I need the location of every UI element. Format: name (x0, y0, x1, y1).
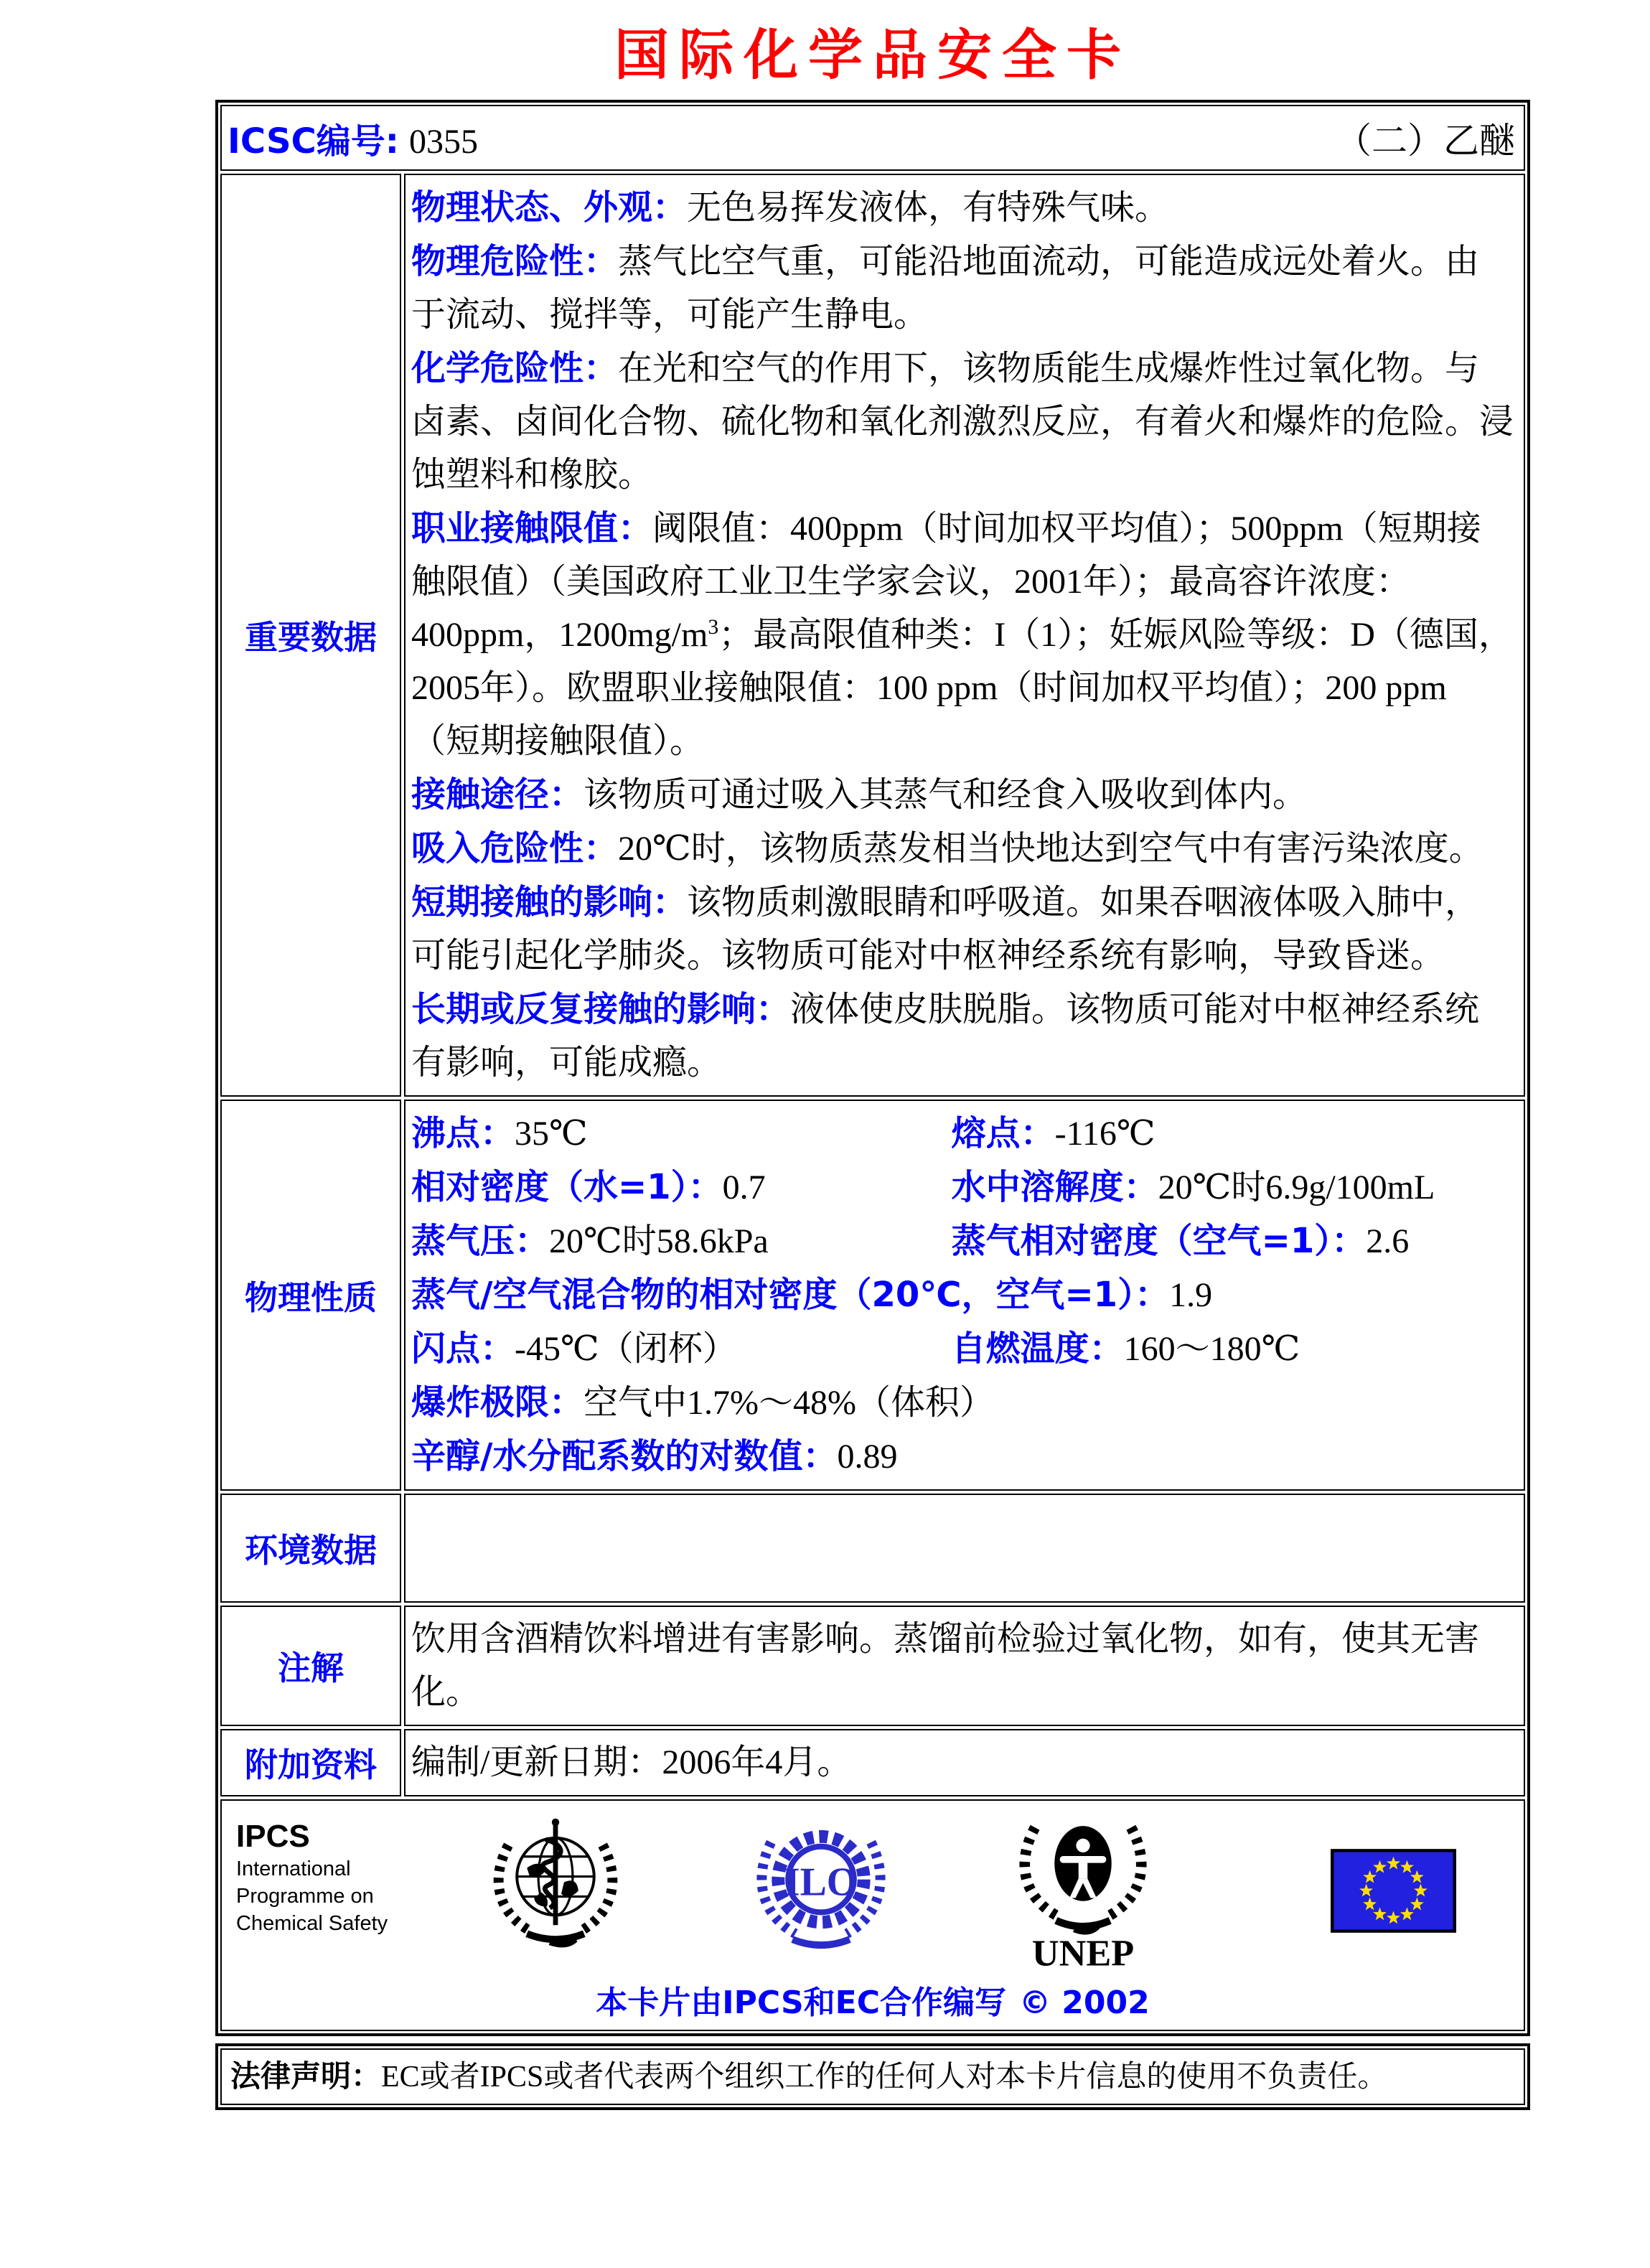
superscript: 3 (708, 615, 719, 639)
important-item: 职业接触限值：阈限值：400ppm（时间加权平均值）；500ppm（短期接触限值）（美国政府工业卫生学家会议，2001年）；最高容许浓度：400ppm，$1200mg/m^3$；最高限值种类：I（1）；妊娠风险等级：D（德国，2005年）。欧盟职业接触限值：100 ppm（时间加权平均值）；200 ppm（短期接触限值）。 (411, 508, 1513, 760)
important-data-row-label: 重要数据 (220, 174, 401, 1097)
legal-cell (220, 2048, 1525, 2105)
property: 熔点：-116℃ (951, 1113, 1156, 1153)
organizations-cell (220, 1799, 1525, 2031)
ipcs-text-block: IPCS International Programme on Chemical Safety (236, 1807, 416, 1937)
unep-logo-block (1008, 1807, 1158, 1975)
important-item: 接触途径：该物质可通过吸入其蒸气和经食入吸收到体内。 (411, 774, 1308, 815)
property-line (411, 1161, 1514, 1214)
physical-properties-row-label: 物理性质 (220, 1100, 401, 1491)
ilo-logo-icon (749, 1814, 893, 1968)
environmental-data-row-label: 环境数据 (220, 1494, 401, 1603)
property: 蒸气/空气混合物的相对密度（20℃，空气=1）：1.9 (411, 1275, 1213, 1315)
header-row (220, 105, 1525, 171)
icsc-number-group (228, 113, 478, 163)
property: 蒸气压：20℃时58.6kPa (411, 1221, 769, 1261)
ipcs-title: IPCS (236, 1819, 310, 1854)
additional-info-content: 编制/更新日期：2006年4月。 (404, 1729, 1525, 1796)
page-title: 国际化学品安全卡 (614, 23, 1131, 87)
important-item: 物理危险性：蒸气比空气重，可能沿地面流动，可能造成远处着火。由于流动、搅拌等，可能产生静电。 (411, 241, 1480, 334)
property-line (411, 1322, 1514, 1376)
notes-row-label: 注解 (220, 1606, 401, 1726)
unep-letters: UNEP (1031, 1932, 1135, 1972)
property: 爆炸极限：空气中1.7%～48%（体积） (411, 1382, 994, 1423)
unep-logo-icon (1008, 1807, 1158, 1972)
notes-content: 饮用含酒精饮料增进有害影响。蒸馏前检验过氧化物，如有，使其无害化。 (404, 1606, 1525, 1726)
environmental-data-row (220, 1494, 1525, 1603)
property-line (411, 1376, 1514, 1430)
additional-info-row-label: 附加资料 (220, 1729, 401, 1796)
important-data-content (404, 174, 1525, 1097)
property: 自燃温度：160～180℃ (951, 1329, 1300, 1369)
ilo-letters: ILO (784, 1860, 858, 1905)
legal-statement: 法律声明：EC或者IPCS或者代表两个组织工作的任何人对本卡片信息的使用不负责任。 (230, 2058, 1388, 2094)
physical-properties-row (220, 1100, 1525, 1491)
property: 相对密度（水=1）：0.7 (411, 1167, 766, 1207)
property: 辛醇/水分配系数的对数值：0.89 (411, 1436, 898, 1476)
important-data-row (220, 174, 1525, 1097)
credit-line: 本卡片由IPCS和EC合作编写 © 2002 (596, 1985, 1150, 2021)
important-item: 短期接触的影响：该物质刺激眼睛和呼吸道。如果吞咽液体吸入肺中，可能引起化学肺炎。该物质可能对中枢神经系统有影响，导致昏迷。 (411, 882, 1480, 975)
icsc-number-value: 0355 (408, 122, 478, 161)
notes-row (220, 1606, 1525, 1726)
important-item: 吸入危险性：20℃时，该物质蒸发相当快地达到空气中有害污染浓度。 (411, 828, 1483, 868)
property: 闪点：-45℃（闭杯） (411, 1329, 737, 1369)
important-item: 长期或反复接触的影响：液体使皮肤脱脂。该物质可能对中枢神经系统有影响，可能成瘾。 (411, 989, 1480, 1082)
legal-label: 法律声明： (230, 2058, 382, 2094)
physical-properties-content (404, 1100, 1525, 1491)
organizations-row (220, 1799, 1525, 2031)
environmental-data-content (404, 1494, 1525, 1603)
property-line (411, 1268, 1514, 1322)
important-item: 化学危险性：在光和空气的作用下，该物质能生成爆炸性过氧化物。与卤素、卤间化合物、硫化物和氧化剂激烈反应，有着火和爆炸的危险。浸蚀塑料和橡胶。 (411, 348, 1514, 494)
legal-row (220, 2048, 1525, 2105)
property: 沸点：35℃ (411, 1113, 588, 1153)
eu-flag-icon (1331, 1839, 1456, 1943)
property: 水中溶解度：20℃时6.9g/100mL (951, 1167, 1435, 1207)
additional-info-row (220, 1729, 1525, 1796)
who-logo-icon (484, 1814, 627, 1968)
icsc-number-label: ICSC编号: (228, 121, 399, 161)
header-cell (220, 105, 1525, 171)
property-line (411, 1107, 1514, 1161)
legal-card (215, 2043, 1530, 2110)
icsc-card (215, 100, 1530, 2036)
important-item: 物理状态、外观：无色易挥发液体，有特殊气味。 (411, 187, 1170, 228)
logos-strip (236, 1807, 1509, 1975)
property-line (411, 1430, 1514, 1484)
property-line (411, 1214, 1514, 1268)
property: 蒸气相对密度（空气=1）：2.6 (951, 1221, 1410, 1261)
substance-name: （二）乙醚 (1336, 121, 1515, 161)
